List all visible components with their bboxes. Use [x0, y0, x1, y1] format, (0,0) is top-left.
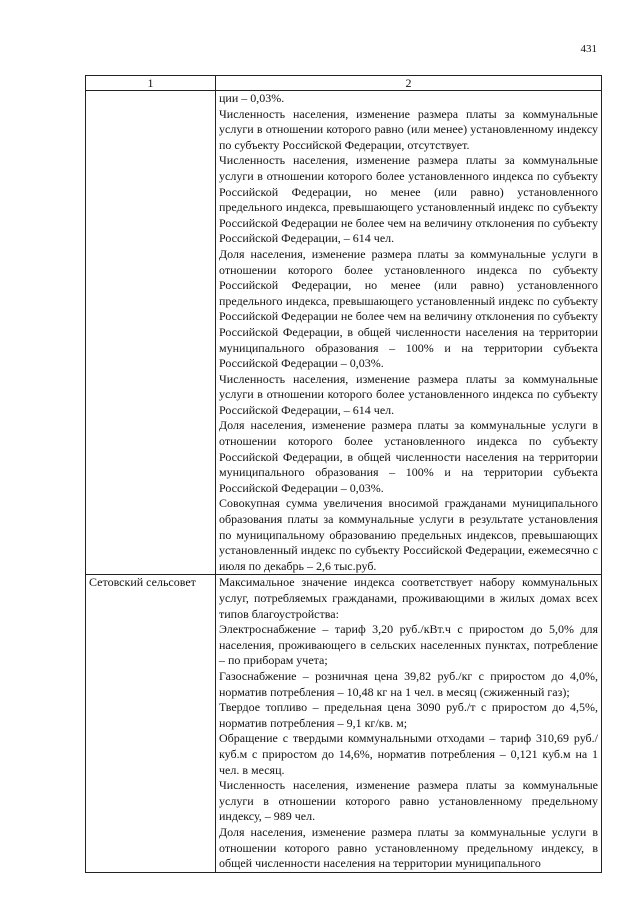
- paragraph: Численность населения, изменение размера платы за коммунальные услуги в отношении которого более установленного индекса по субъекту Российской Федерации, – 614 чел.: [219, 371, 598, 417]
- paragraph: Обращение с твердыми коммунальными отходами – тариф 310,69 руб./куб.м с приростом до 14,6%, норматив потребления – 0,121 куб.м на 1 чел. в месяц.: [219, 731, 598, 777]
- paragraph: Твердое топливо – предельная цена 3090 руб./т с приростом до 4,5%, норматив потребления – 9,1 кг/кв. м;: [219, 700, 598, 730]
- row-text: [216, 91, 602, 575]
- municipality-name: [86, 91, 216, 575]
- table-row: [86, 91, 602, 575]
- paragraph: ции – 0,03%.: [219, 91, 285, 105]
- page-number: 431: [580, 43, 597, 55]
- column-header-1: 1: [86, 76, 216, 91]
- paragraph: Максимальное значение индекса соответствует набору коммунальных услуг, потребляемых гражданами, проживающими в жилых домах всех типов благоустройства:: [219, 575, 598, 621]
- table-header-row: [86, 76, 602, 91]
- paragraph: Численность населения, изменение размера платы за коммунальные услуги в отношении которого более установленного индекса по субъекту Российской Федерации, но менее (или равно) установленного предельного индекса, превышающего установленный индекс по субъекту Российской Федерации не более чем на величину отклонения по субъекту Российской Федерации, – 614 чел.: [219, 153, 598, 246]
- paragraph: Совокупная сумма увеличения вносимой гражданами муниципального образования платы за коммунальные услуги в результате установления по муниципальному образованию предельных индексов, превышающих установленный индекс по субъекту Российской Федерации, ежемесячно с июля по декабрь – 2,6 тыс.руб.: [219, 496, 598, 573]
- paragraph: Доля населения, изменение размера платы за коммунальные услуги в отношении которого более установленного индекса по субъекту Российской Федерации, но менее (или равно) установленного предельного индекса, превышающего установленный индекс по субъекту Российской Федерации не более чем на величину отклонения по субъекту Российской Федерации, в общей численности населения на территории муниципального образования – 100% и на территории субъекта Российской Федерации – 0,03%.: [219, 246, 598, 371]
- paragraph: Газоснабжение – розничная цена 39,82 руб./кг с приростом до 4,0%, норматив потребления – 10,48 кг на 1 чел. в месяц (сжиженный газ);: [219, 668, 598, 699]
- document-table: [85, 75, 602, 873]
- paragraph: Численность населения, изменение размера платы за коммунальные услуги в отношении которого равно (или менее) установленному индексу по субъекту Российской Федерации, отсутствует.: [219, 106, 598, 152]
- table-row: [86, 575, 602, 872]
- row-text: [216, 575, 602, 872]
- paragraph: Электроснабжение – тариф 3,20 руб./кВт.ч с приростом до 5,0% для населения, проживающего в сельских населенных пунктах, потребление – по приборам учета;: [219, 622, 598, 668]
- paragraph: Численность населения, изменение размера платы за коммунальные услуги в отношении которого равно установленному предельному индексу, – 989 чел.: [219, 778, 598, 824]
- paragraph: Доля населения, изменение размера платы за коммунальные услуги в отношении которого равно установленному предельному индексу, в общей численности населения на территории муниципального: [219, 824, 598, 871]
- paragraph: Доля населения, изменение размера платы за коммунальные услуги в отношении которого более установленного индекса по субъекту Российской Федерации, в общей численности населения на территории муниципального образования – 100% и на территории субъекта Российской Федерации – 0,03%.: [219, 418, 598, 495]
- municipality-name: Сетовский сельсовет: [86, 575, 216, 872]
- column-header-2: 2: [216, 76, 602, 91]
